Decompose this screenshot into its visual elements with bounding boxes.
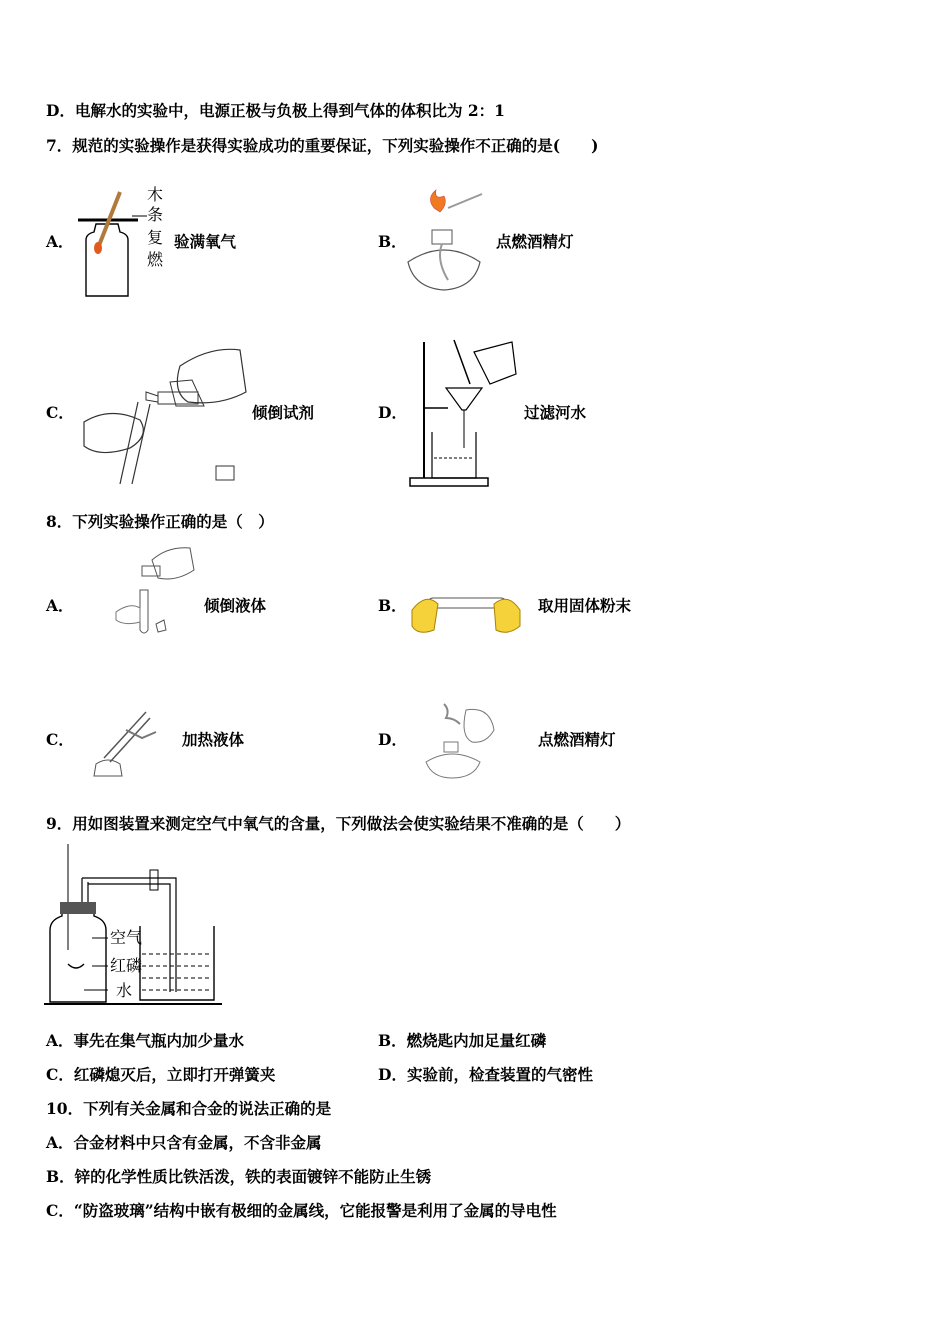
light-lamp-figure (420, 700, 500, 780)
q7-c-letter: C． (46, 403, 74, 422)
figure-label-char: 复 (146, 228, 163, 247)
q9-stem: 9．用如图装置来测定空气中氧气的含量，下列做法会使实验结果不准确的是（ ） (46, 814, 631, 833)
q10-stem: 10．下列有关金属和合金的说法正确的是 (46, 1099, 332, 1118)
pouring-reagent-figure (80, 336, 246, 488)
solid-powder-figure (408, 590, 524, 642)
oxygen-test-figure (72, 188, 142, 300)
q9-option-a: A．事先在集气瓶内加少量水 (46, 1031, 245, 1050)
q8-a-caption: 倾倒液体 (204, 596, 267, 615)
q8-b-letter: B． (378, 596, 407, 615)
q8-c-letter: C． (46, 730, 74, 749)
pour-liquid-figure (112, 542, 196, 642)
q8-d-letter: D． (378, 730, 407, 749)
q10-option-b: B．锌的化学性质比铁活泼，铁的表面镀锌不能防止生锈 (46, 1167, 432, 1186)
figure-label-air: 空气 (110, 928, 143, 947)
q7-d-caption: 过滤河水 (524, 403, 587, 422)
q9-option-b: B．燃烧匙内加足量红磷 (378, 1031, 547, 1050)
q8-b-caption: 取用固体粉末 (538, 596, 632, 615)
q7-b-letter: B． (378, 232, 407, 251)
q7-stem: 7．规范的实验操作是获得实验成功的重要保证，下列实验操作不正确的是( ) (46, 136, 599, 155)
q7-b-caption: 点燃酒精灯 (496, 232, 574, 251)
q8-d-caption: 点燃酒精灯 (538, 730, 616, 749)
q7-d-letter: D． (378, 403, 407, 422)
q7-c-caption: 倾倒试剂 (252, 403, 315, 422)
q9-option-c: C．红磷熄灭后，立即打开弹簧夹 (46, 1065, 276, 1084)
q10-option-c: C．“防盗玻璃”结构中嵌有极细的金属线，它能报警是利用了金属的导电性 (46, 1201, 557, 1220)
q9-option-d: D．实验前，检查装置的气密性 (378, 1065, 593, 1084)
q7-a-letter: A． (46, 232, 74, 251)
figure-label-water: 水 (116, 981, 133, 1000)
figure-label-char: 条 (146, 205, 163, 224)
figure-label-char: 燃 (146, 250, 163, 269)
figure-label-phosphorus: 红磷 (110, 956, 143, 975)
q6-option-d: D．电解水的实验中，电源正极与负极上得到气体的体积比为 2：1 (46, 101, 505, 120)
alcohol-lamp-figure (404, 190, 488, 296)
q8-stem: 8．下列实验操作正确的是（ ） (46, 512, 274, 531)
heat-liquid-figure (86, 706, 166, 778)
q8-a-letter: A． (46, 596, 74, 615)
q8-c-caption: 加热液体 (182, 730, 245, 749)
q7-a-caption: 验满氧气 (174, 232, 237, 251)
filtration-figure (408, 338, 542, 490)
q10-option-a: A．合金材料中只含有金属，不含非金属 (46, 1133, 322, 1152)
figure-label-char: 木 (146, 185, 163, 204)
oxygen-content-apparatus (44, 844, 226, 1010)
